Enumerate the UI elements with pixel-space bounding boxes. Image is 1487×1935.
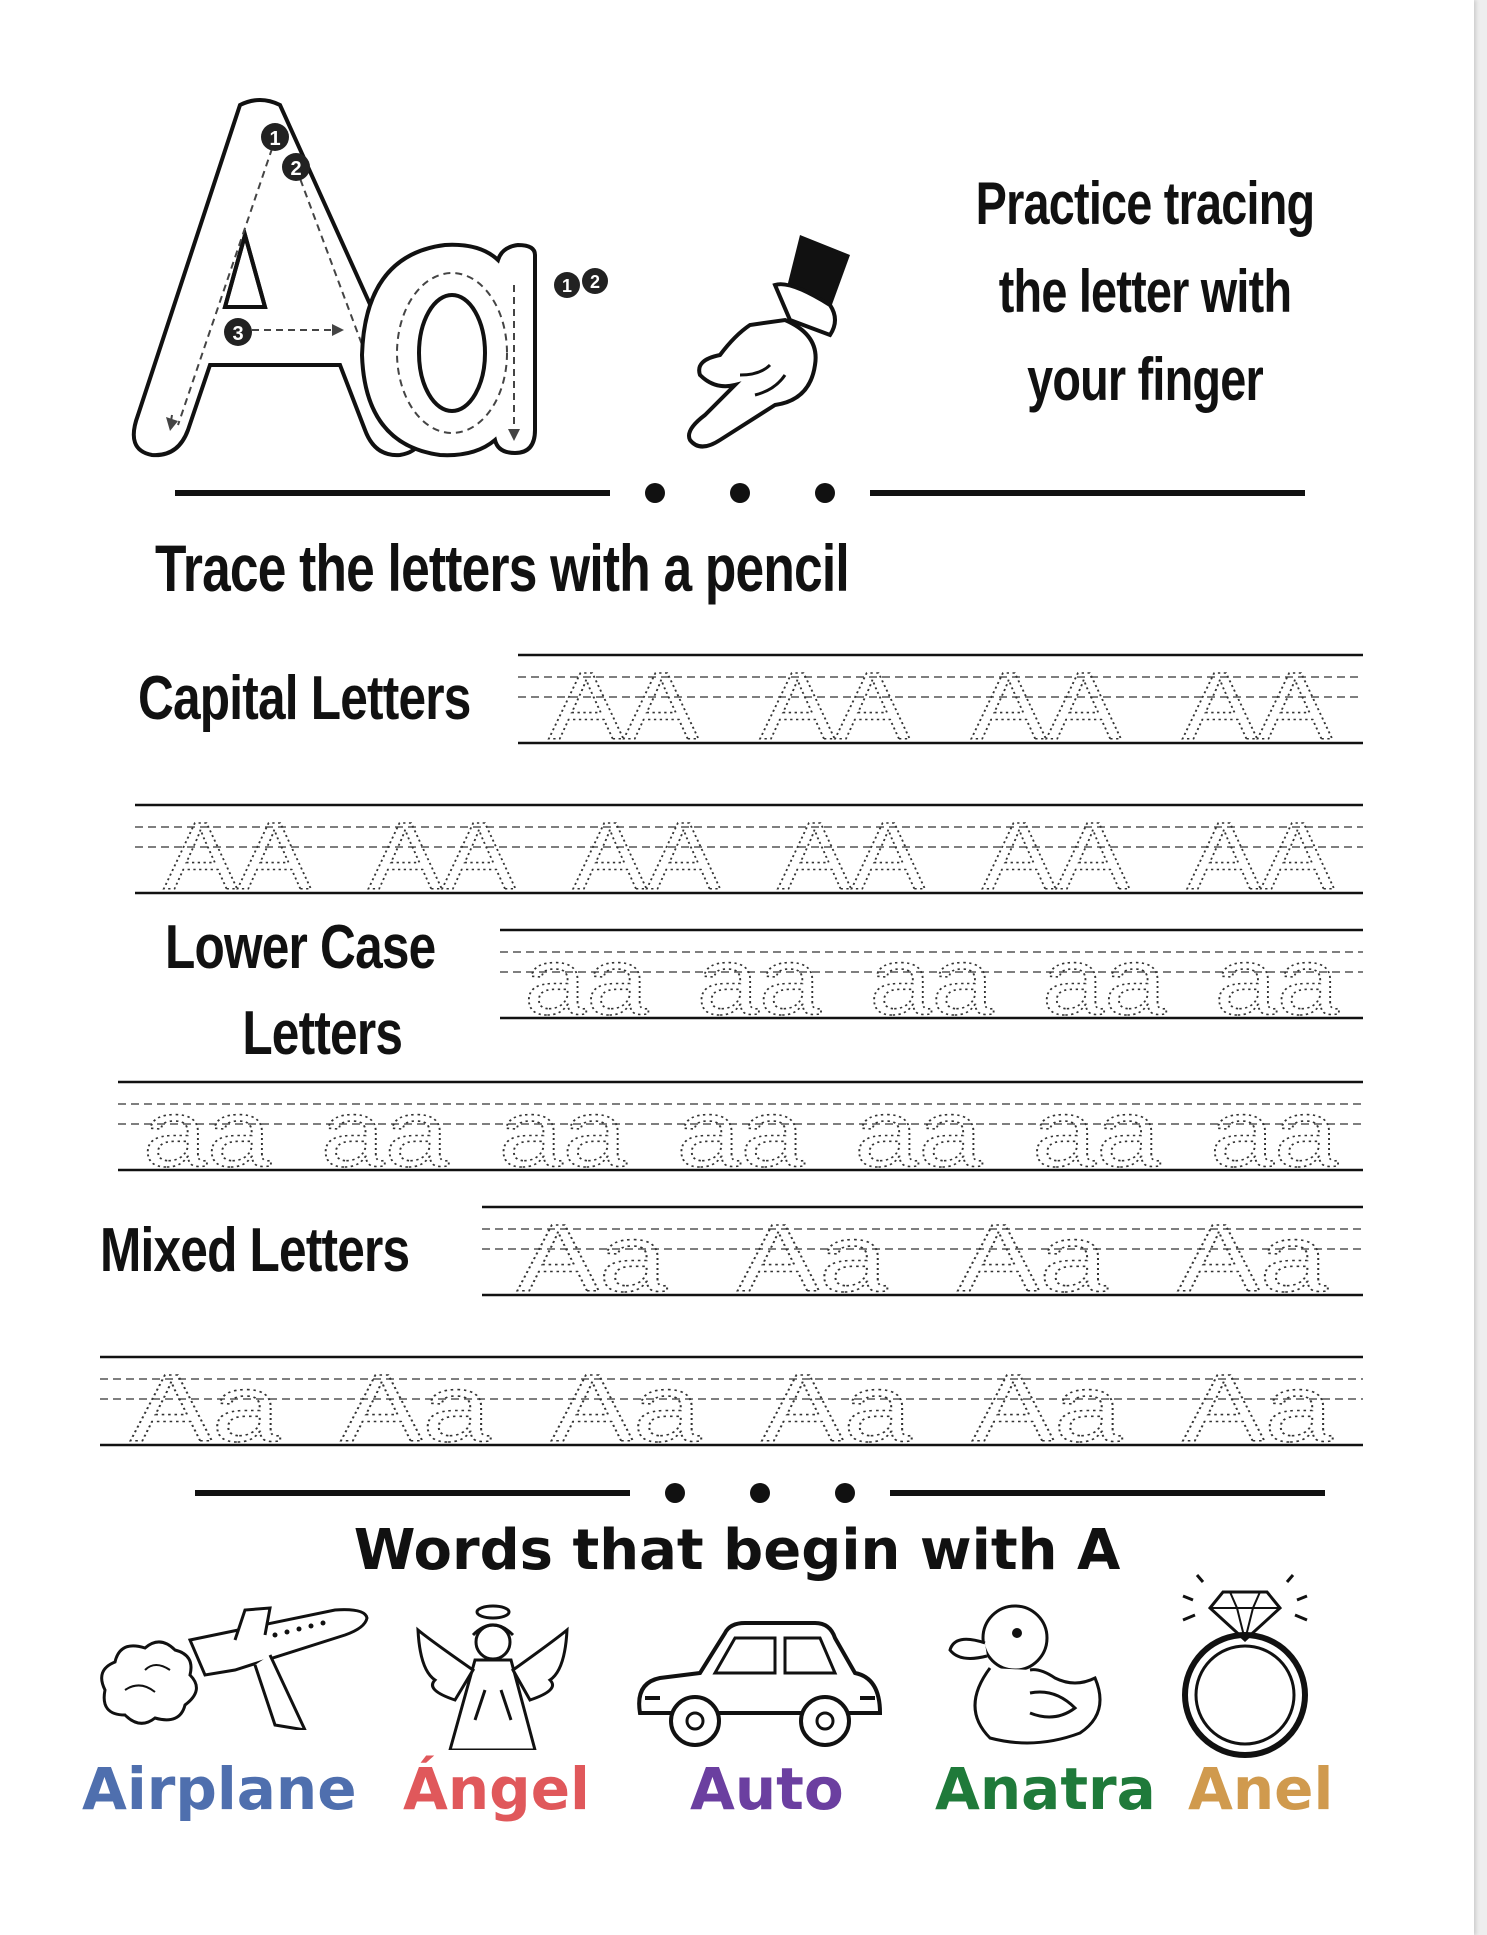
trace-heading: Trace the letters with a pencil [155,531,849,605]
svg-text:1: 1 [269,128,281,150]
trace-letter-pair: aa [1210,1080,1339,1187]
trace-letter-pair: AA [1182,653,1333,760]
instruction-line-2: the letter with [998,258,1292,325]
trace-letter-pair: aa [498,1080,628,1187]
trace-letter-pair: Aa [972,1355,1124,1462]
word-anel: Anel [1188,1755,1334,1823]
trace-letter-pair: aa [1041,928,1167,1035]
word-airplane: Airplane [82,1755,357,1823]
trace-letter-pair: aa [1214,928,1340,1035]
trace-letter-pair: Aa [761,1355,913,1462]
trace-letter-pair: aa [854,1080,984,1187]
trace-letter-pair: Aa [957,1205,1109,1312]
word-anatra: Anatra [935,1755,1156,1823]
trace-letter-pair: aa [320,1080,450,1187]
trace-letter-pair: AA [548,653,699,760]
instruction-line-3: your finger [1027,346,1263,413]
car-icon [630,1618,885,1758]
trace-letter-pair: Aa [737,1205,889,1312]
instruction-line-1: Practice tracing [975,170,1315,237]
trace-letter-pair: AA [982,803,1130,910]
trace-letter-pair: AA [777,803,926,910]
svg-text:3: 3 [232,323,244,345]
capital-row-1 [518,653,1363,760]
trace-letter-pair: Aa [1182,1355,1334,1462]
trace-letter-pair: Aa [551,1355,703,1462]
trace-letter-pair: Aa [517,1205,668,1312]
trace-letter-pair: AA [1186,803,1335,910]
mixed-row-2 [100,1355,1363,1462]
trace-letter-pair: aa [1032,1080,1161,1187]
trace-letter-pair: Aa [130,1355,282,1462]
trace-letter-pair: Aa [340,1355,492,1462]
ring-icon [1175,1570,1315,1760]
word-auto: Auto [690,1755,844,1823]
lower-case-label-line1: Lower Case [165,913,436,982]
lower-row-1 [500,928,1363,1035]
trace-letter-pair: aa [676,1080,806,1187]
airplane-icon [95,1600,375,1730]
angel-icon [415,1600,570,1750]
trace-letter-pair: AA [971,653,1122,760]
duck-icon [945,1598,1110,1748]
words-heading: Words that begin with A [353,1518,1121,1583]
trace-letter-pair: AA [163,803,312,910]
trace-letter-pair: AA [368,803,516,910]
trace-letter-pair: Aa [1177,1205,1329,1312]
trace-letter-pair: aa [696,928,822,1035]
svg-text:1: 1 [561,276,573,296]
mixed-letters-label: Mixed Letters [100,1216,410,1285]
svg-text:2: 2 [290,158,302,180]
capital-row-2 [135,803,1363,910]
trace-letter-pair: AA [572,803,721,910]
lower-case-label-line2: Letters [242,999,403,1068]
trace-letter-pair: aa [869,928,995,1035]
word-angel: Ángel [403,1755,590,1823]
trace-letter-pair: aa [142,1080,272,1187]
svg-text:2: 2 [589,272,601,292]
mixed-row-1 [482,1205,1363,1312]
lower-row-2 [118,1080,1363,1187]
divider-bottom [190,1478,1330,1508]
trace-letter-pair: aa [524,928,650,1035]
trace-letter-pair: AA [759,653,910,760]
capital-letters-label: Capital Letters [138,664,471,733]
